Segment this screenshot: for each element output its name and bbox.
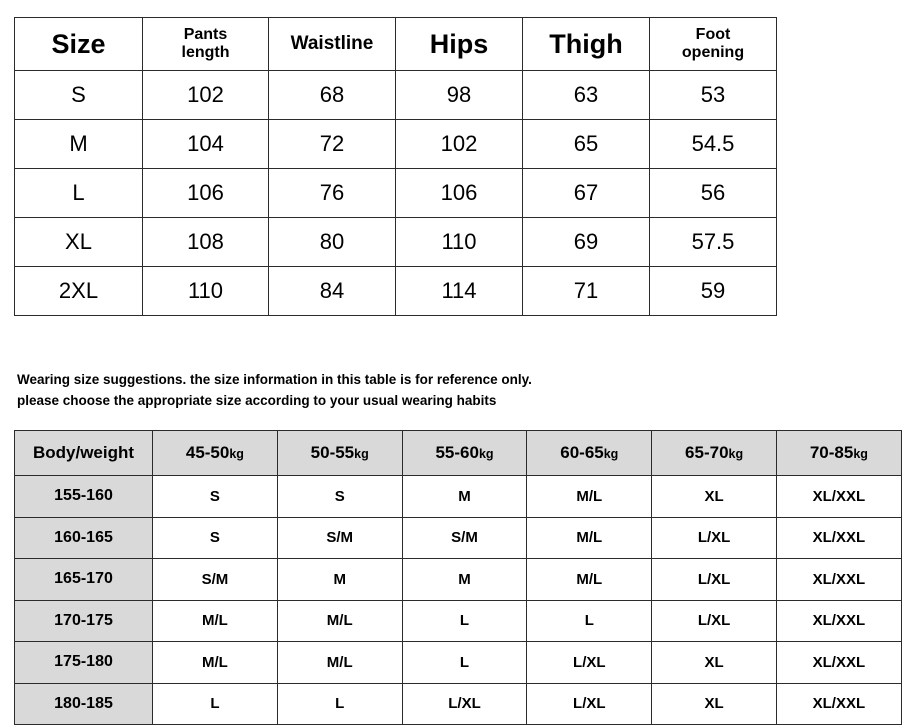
weight-range-value: 70-85	[809, 443, 854, 462]
weight-range-value: 45-50	[185, 443, 230, 462]
table-header-row	[15, 18, 777, 71]
cell-fit-size: M	[277, 559, 402, 601]
cell-fit-size: M	[402, 559, 527, 601]
size-note-line-1: Wearing size suggestions. the size information in this table is for reference only.	[17, 372, 532, 387]
cell-fit-size: XL	[652, 683, 777, 725]
weight-unit: kg	[229, 447, 244, 461]
cell-waistline: 84	[269, 267, 396, 316]
cell-size: L	[15, 169, 143, 218]
cell-fit-size: XL/XXL	[776, 476, 901, 518]
table-row	[15, 120, 777, 169]
cell-size: S	[15, 71, 143, 120]
header-weight-range-6	[776, 431, 901, 476]
cell-fit-size: L/XL	[527, 683, 652, 725]
header-waistline: Waistline	[269, 18, 396, 71]
cell-fit-size: L/XL	[402, 683, 527, 725]
cell-fit-size: M/L	[277, 642, 402, 684]
cell-fit-size: L/XL	[527, 642, 652, 684]
cell-hips: 98	[396, 71, 523, 120]
cell-pants-length: 108	[143, 218, 269, 267]
cell-foot-opening: 56	[650, 169, 777, 218]
cell-fit-size: XL/XXL	[776, 642, 901, 684]
cell-height-range: 170-175	[15, 600, 153, 642]
weight-range-value: 65-70	[685, 443, 729, 462]
weight-unit: kg	[853, 447, 868, 461]
cell-fit-size: L	[402, 600, 527, 642]
cell-waistline: 80	[269, 218, 396, 267]
header-pants-length-line2: length	[181, 44, 230, 61]
height-weight-fit-table	[14, 430, 902, 725]
header-body-weight: Body/weight	[15, 431, 153, 476]
cell-fit-size: S	[277, 476, 402, 518]
cell-thigh: 69	[523, 218, 650, 267]
cell-foot-opening: 57.5	[650, 218, 777, 267]
header-foot-opening-line1: Foot	[695, 25, 731, 43]
cell-height-range: 165-170	[15, 559, 153, 601]
cell-fit-size: XL/XXL	[776, 517, 901, 559]
table-row	[15, 71, 777, 120]
cell-fit-size: M/L	[153, 600, 278, 642]
weight-unit: kg	[354, 447, 369, 461]
cell-fit-size: XL/XXL	[776, 683, 901, 725]
weight-range-value: 55-60	[435, 443, 479, 462]
weight-unit: kg	[603, 447, 619, 461]
cell-fit-size: L	[402, 642, 527, 684]
size-note	[17, 370, 757, 412]
fit-table-row	[15, 600, 902, 642]
header-thigh: Thigh	[523, 18, 650, 71]
cell-fit-size: L	[527, 600, 652, 642]
cell-waistline: 68	[269, 71, 396, 120]
cell-hips: 102	[396, 120, 523, 169]
table-row	[15, 267, 777, 316]
cell-fit-size: L/XL	[652, 600, 777, 642]
cell-pants-length: 104	[143, 120, 269, 169]
cell-fit-size: M/L	[153, 642, 278, 684]
cell-fit-size: M/L	[527, 517, 652, 559]
cell-fit-size: S	[153, 517, 278, 559]
cell-thigh: 67	[523, 169, 650, 218]
cell-size: M	[15, 120, 143, 169]
size-note-line-2: please choose the appropriate size according to your usual wearing habits	[17, 392, 497, 408]
cell-thigh: 71	[523, 267, 650, 316]
cell-fit-size: S	[153, 476, 278, 518]
cell-hips: 106	[396, 169, 523, 218]
cell-fit-size: S/M	[402, 517, 527, 559]
cell-height-range: 155-160	[15, 476, 153, 518]
cell-fit-size: M/L	[277, 600, 402, 642]
cell-fit-size: XL/XXL	[776, 600, 901, 642]
cell-fit-size: M	[402, 476, 527, 518]
header-pants-length	[143, 18, 269, 71]
cell-foot-opening: 54.5	[650, 120, 777, 169]
cell-hips: 110	[396, 218, 523, 267]
fit-table-row	[15, 517, 902, 559]
fit-table-row	[15, 683, 902, 725]
header-weight-range-4	[527, 431, 652, 476]
cell-height-range: 175-180	[15, 642, 153, 684]
table-row	[15, 169, 777, 218]
cell-height-range: 180-185	[15, 683, 153, 725]
weight-range-value: 50-55	[310, 443, 355, 462]
cell-hips: 114	[396, 267, 523, 316]
header-weight-range-1	[153, 431, 278, 476]
cell-size: XL	[15, 218, 143, 267]
fit-table-header-row	[15, 431, 902, 476]
cell-pants-length: 110	[143, 267, 269, 316]
header-weight-range-3	[402, 431, 527, 476]
fit-table-row	[15, 642, 902, 684]
size-measurement-table	[14, 17, 777, 316]
fit-table-row	[15, 476, 902, 518]
header-pants-length-line1: Pants	[183, 25, 228, 43]
cell-thigh: 65	[523, 120, 650, 169]
header-size: Size	[15, 18, 143, 71]
header-hips: Hips	[396, 18, 523, 71]
fit-table-row	[15, 559, 902, 601]
header-weight-range-2	[277, 431, 402, 476]
cell-waistline: 72	[269, 120, 396, 169]
cell-size: 2XL	[15, 267, 143, 316]
header-foot-opening-line2: opening	[681, 44, 745, 61]
cell-foot-opening: 53	[650, 71, 777, 120]
cell-thigh: 63	[523, 71, 650, 120]
header-weight-range-5	[652, 431, 777, 476]
cell-pants-length: 106	[143, 169, 269, 218]
weight-unit: kg	[478, 447, 494, 461]
cell-fit-size: S/M	[153, 559, 278, 601]
cell-height-range: 160-165	[15, 517, 153, 559]
cell-pants-length: 102	[143, 71, 269, 120]
cell-fit-size: L	[153, 683, 278, 725]
weight-unit: kg	[728, 447, 744, 461]
weight-range-value: 60-65	[560, 443, 604, 462]
cell-fit-size: M/L	[527, 476, 652, 518]
header-foot-opening	[650, 18, 777, 71]
cell-fit-size: L	[277, 683, 402, 725]
cell-fit-size: XL/XXL	[776, 559, 901, 601]
table-row	[15, 218, 777, 267]
cell-fit-size: S/M	[277, 517, 402, 559]
cell-fit-size: XL	[652, 476, 777, 518]
cell-fit-size: M/L	[527, 559, 652, 601]
cell-fit-size: L/XL	[652, 559, 777, 601]
cell-foot-opening: 59	[650, 267, 777, 316]
cell-fit-size: XL	[652, 642, 777, 684]
cell-waistline: 76	[269, 169, 396, 218]
cell-fit-size: L/XL	[652, 517, 777, 559]
